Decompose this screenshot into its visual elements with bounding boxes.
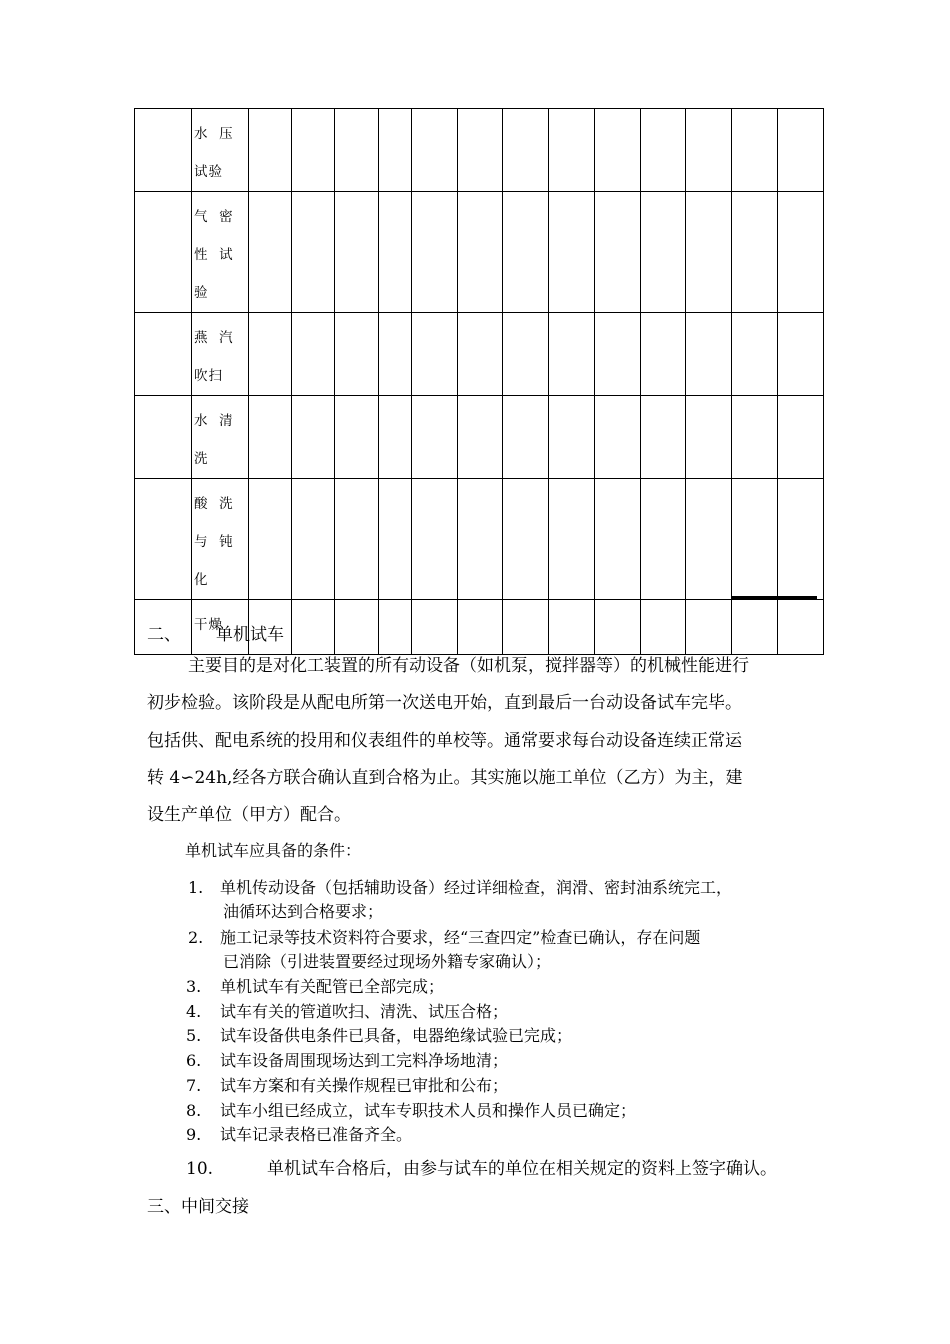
list-item-text: 试车有关的管道吹扫、清洗、试压合格；	[220, 1002, 509, 1021]
table-cell	[412, 313, 458, 396]
table-row	[135, 396, 824, 479]
list-item-text: 试车记录表格已准备齐全。	[220, 1125, 413, 1144]
table-cell	[292, 313, 335, 396]
table-cell	[641, 109, 686, 192]
list-number: 7.	[186, 1076, 202, 1095]
table-row	[135, 313, 824, 396]
section2-heading-number: 二、	[147, 625, 181, 645]
list-item-text: 已消除（引进装置要经过现场外籍专家确认）；	[223, 952, 552, 971]
table-cell	[458, 479, 503, 600]
table-cell	[292, 192, 335, 313]
table-cell	[335, 192, 379, 313]
row-label-cell	[192, 479, 249, 600]
table-cell	[686, 313, 732, 396]
table-cell	[249, 396, 292, 479]
table-cell	[379, 313, 412, 396]
table-cell	[595, 479, 641, 600]
list-item-text: 试车小组已经成立，试车专职技术人员和操作人员已确定；	[220, 1101, 637, 1120]
row-label-line: 与 钝	[194, 534, 234, 550]
table-cell	[549, 479, 595, 600]
row-label-line: 酸 洗	[194, 496, 234, 512]
row-label-line: 干燥	[194, 617, 223, 633]
table-cell	[549, 109, 595, 192]
table-cell	[379, 192, 412, 313]
section3-heading: 三、中间交接	[147, 1197, 249, 1217]
table-cell	[292, 109, 335, 192]
row-label-line: 试验	[194, 164, 223, 180]
table-cell	[249, 192, 292, 313]
table-cell	[135, 313, 192, 396]
table-cell	[249, 109, 292, 192]
table-cell	[595, 313, 641, 396]
table-cell	[503, 192, 549, 313]
table-cell	[503, 313, 549, 396]
list-number: 1.	[188, 878, 204, 897]
table-cell	[641, 313, 686, 396]
table-cell	[778, 396, 824, 479]
paragraph-line: 初步检验。该阶段是从配电所第一次送电开始，直到最后一台动设备试车完毕。	[147, 693, 742, 713]
table-cell	[732, 109, 778, 192]
dash-mark	[732, 596, 817, 600]
table-cell	[595, 600, 641, 655]
table-cell	[249, 479, 292, 600]
list-number: 10.	[186, 1159, 214, 1179]
table-row	[135, 479, 824, 600]
table-cell	[292, 396, 335, 479]
table-cell	[458, 192, 503, 313]
row-label-line: 性 试	[194, 247, 234, 263]
section2-heading-title: 单机试车	[216, 625, 284, 645]
list-item-text: 单机试车有关配管已全部完成；	[220, 977, 445, 996]
list-number: 5.	[186, 1026, 202, 1045]
table-cell	[412, 396, 458, 479]
list-item-text: 单机传动设备（包括辅助设备）经过详细检查，润滑、密封油系统完工，	[220, 878, 733, 897]
table-cell	[549, 396, 595, 479]
row-label-cell	[192, 396, 249, 479]
table-cell	[641, 192, 686, 313]
table-cell	[135, 479, 192, 600]
table-cell	[412, 109, 458, 192]
list-item-text: 试车方案和有关操作规程已审批和公布；	[220, 1076, 509, 1095]
paragraph-line: 设生产单位（甲方）配合。	[147, 805, 351, 825]
paragraph-line: 转 4∽24h,经各方联合确认直到合格为止。其实施以施工单位（乙方）为主，建	[147, 768, 743, 788]
table-cell	[335, 600, 379, 655]
table-cell	[686, 396, 732, 479]
row-label-cell	[192, 109, 249, 192]
table-cell	[549, 600, 595, 655]
table-cell	[379, 109, 412, 192]
table-cell	[292, 600, 335, 655]
table-cell	[732, 600, 778, 655]
table-cell	[778, 313, 824, 396]
conditions-title: 单机试车应具备的条件：	[185, 841, 362, 860]
inspection-table	[134, 108, 824, 655]
table-cell	[641, 600, 686, 655]
table-cell	[778, 479, 824, 600]
table-cell	[686, 109, 732, 192]
list-number: 4.	[186, 1002, 202, 1021]
table-cell	[503, 109, 549, 192]
table-cell	[135, 109, 192, 192]
row-label-line: 验	[194, 285, 209, 301]
table-cell	[686, 600, 732, 655]
table-cell	[335, 396, 379, 479]
list-number: 3.	[186, 977, 202, 996]
table-cell	[595, 109, 641, 192]
list-item-text: 试车设备供电条件已具备，电器绝缘试验已完成；	[220, 1026, 573, 1045]
table-cell	[379, 396, 412, 479]
list-number: 9.	[186, 1125, 202, 1144]
table-cell	[503, 396, 549, 479]
list-item-text: 油循环达到合格要求；	[223, 902, 384, 921]
table-row	[135, 192, 824, 313]
table-cell	[732, 479, 778, 600]
table-cell	[778, 600, 824, 655]
table-cell	[732, 313, 778, 396]
table-cell	[503, 479, 549, 600]
table-cell	[292, 479, 335, 600]
row-label-line: 水 清	[194, 413, 234, 429]
table-cell	[249, 313, 292, 396]
list-number: 6.	[186, 1051, 202, 1070]
list-item-text: 试车设备周围现场达到工完料净场地清；	[220, 1051, 509, 1070]
row-label-line: 吹扫	[194, 368, 223, 384]
table-cell	[335, 479, 379, 600]
table-cell	[412, 192, 458, 313]
table-cell	[458, 396, 503, 479]
list-number: 2.	[188, 928, 204, 947]
row-label-line: 燕 汽	[194, 330, 234, 346]
row-label-cell	[192, 192, 249, 313]
paragraph-line: 包括供、配电系统的投用和仪表组件的单校等。通常要求每台动设备连续正常运	[147, 731, 742, 751]
row-label-cell	[192, 313, 249, 396]
table-cell	[778, 192, 824, 313]
table-cell	[732, 396, 778, 479]
table-cell	[641, 479, 686, 600]
table-cell	[458, 600, 503, 655]
table-cell	[458, 313, 503, 396]
table-cell	[412, 600, 458, 655]
table-cell	[412, 479, 458, 600]
paragraph-line: 主要目的是对化工装置的所有动设备（如机泵，搅拌器等）的机械性能进行	[188, 656, 749, 676]
table-row	[135, 109, 824, 192]
row-label-line: 洗	[194, 451, 209, 467]
table-cell	[732, 192, 778, 313]
list-item-text: 施工记录等技术资料符合要求，经“三查四定”检查已确认，存在问题	[220, 928, 701, 947]
row-label-line: 气 密	[194, 209, 234, 225]
table-cell	[379, 600, 412, 655]
row-label-line: 水 压	[194, 126, 234, 142]
table-cell	[595, 396, 641, 479]
table-cell	[595, 192, 641, 313]
table-cell	[686, 479, 732, 600]
table-cell	[135, 396, 192, 479]
list-item-text: 单机试车合格后，由参与试车的单位在相关规定的资料上签字确认。	[267, 1159, 777, 1179]
table-cell	[503, 600, 549, 655]
table-cell	[135, 192, 192, 313]
table-cell	[686, 192, 732, 313]
list-number: 8.	[186, 1101, 202, 1120]
row-label-line: 化	[194, 572, 209, 588]
table-cell	[641, 396, 686, 479]
table-cell	[379, 479, 412, 600]
table-cell	[458, 109, 503, 192]
table-cell	[549, 192, 595, 313]
table-cell	[778, 109, 824, 192]
table-cell	[335, 109, 379, 192]
table-cell	[549, 313, 595, 396]
table-cell	[335, 313, 379, 396]
